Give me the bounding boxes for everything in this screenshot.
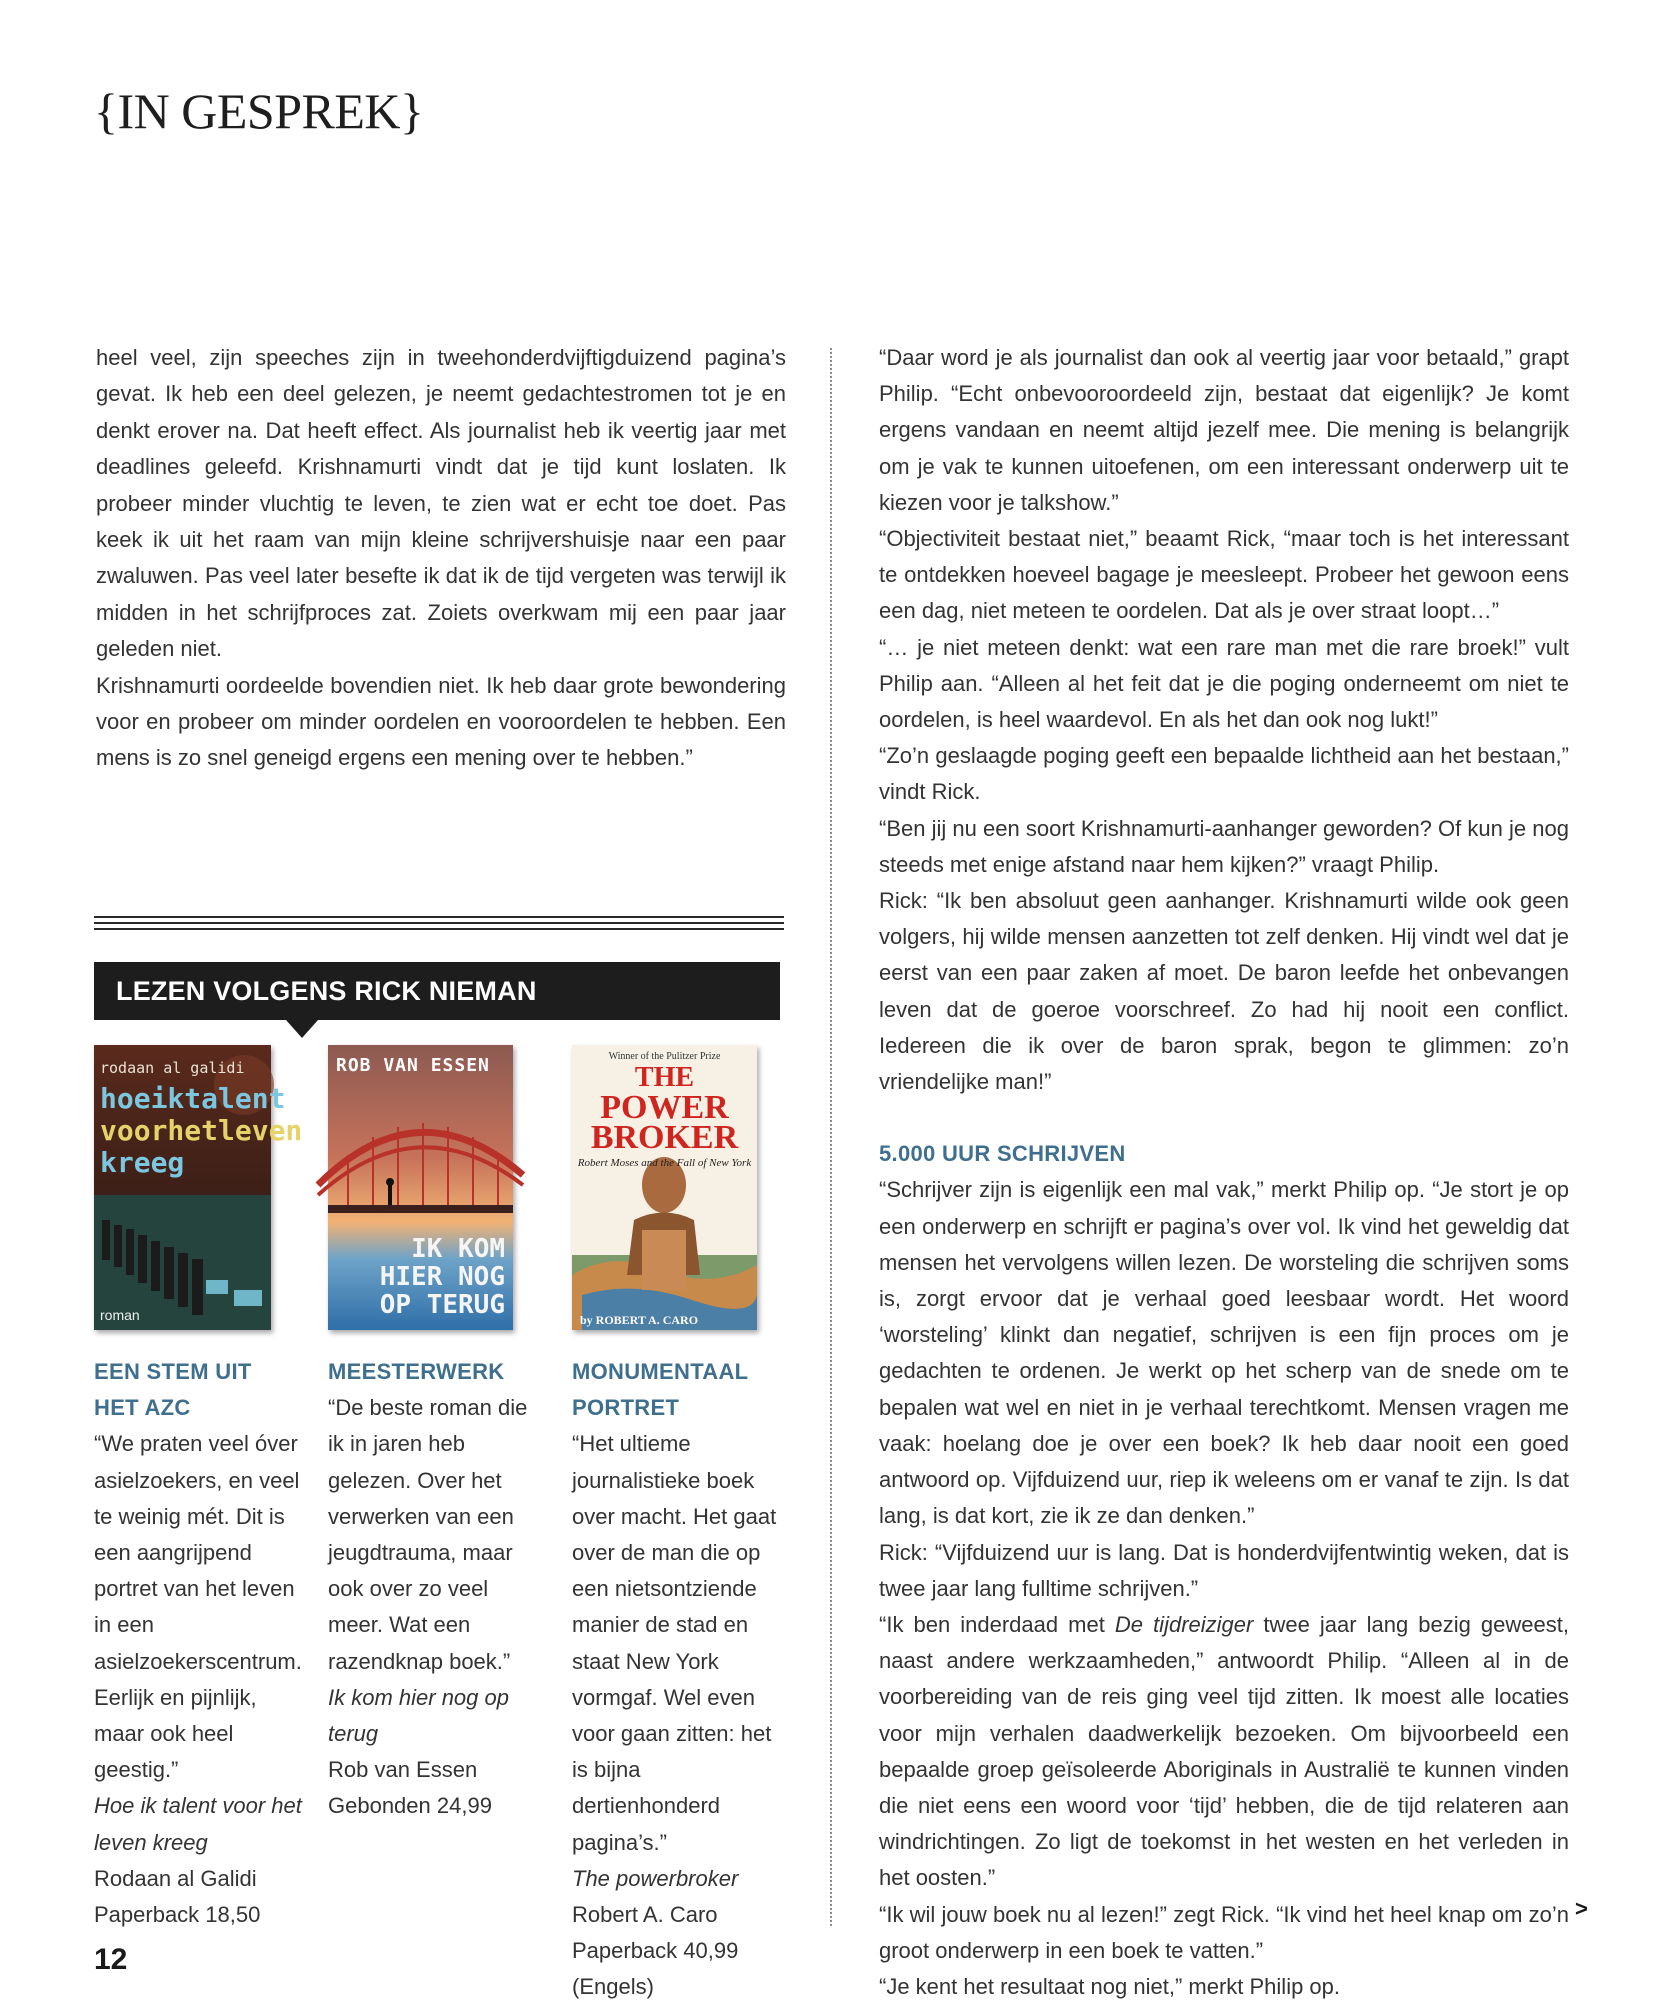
book-cover-3 bbox=[572, 1045, 757, 1330]
cover-title-line: HIER NOG bbox=[379, 1262, 505, 1292]
cover-title-line: voorhetleven bbox=[100, 1114, 303, 1147]
paragraph: Rick: “Ik ben absoluut geen aanhanger. Krishnamurti wilde ook geen volgers, hij wilde mensen aanzetten tot zelf denken. Hij vindt wel dat je eerst van een paar zaken af moet. De baron leefde het onbevangen leven dat de goeroe voorschreef. Zo had hij nooit een conflict. Iedereen die ik over de baron sprak, begon te glimmen: zo’n vriendelijke man!” bbox=[879, 888, 1569, 1095]
left-column-text bbox=[96, 340, 786, 777]
paragraph: “… je niet meteen denkt: wat een rare man met die rare broek!” vult Philip aan. “Alleen al het feit dat je die poging onderneemt om niet te oordelen, is heel waardevol. En als het dan ook nog lukt!” bbox=[879, 634, 1569, 733]
next-page-arrow-icon: > bbox=[1575, 1896, 1588, 1921]
book-review: “Het ultieme journalistieke boek over macht. Het gaat over de man die op een nietsontziende manier de stad en staat New York vormgaf. Wel even voor gaan zitten: het is bijna dertienhonderd pagina’s.” bbox=[572, 1431, 777, 1855]
book-title: The powerbroker bbox=[572, 1865, 739, 1891]
paragraph: Krishnamurti oordeelde bovendien niet. Ik heb daar grote bewondering voor en probeer om minder oordelen en vooroordelen te hebben. Een mens is zo snel geneigd ergens een mening over te hebben.” bbox=[96, 672, 786, 771]
cover-title-line: IK KOM bbox=[411, 1234, 505, 1264]
paragraph: “Schrijver zijn is eigenlijk een mal vak,” merkt Philip op. “Je stort je op een onderwerp en schrijft er pagina’s over vol. Ik vind het geweldig dat mensen het vervolgens willen lezen. De worsteling die schrijven soms is, zorgt ervoor dat je verhaal goed leesbaar wordt. Het woord ‘worsteling’ klinkt dan negatief, schrijven is een fijn proces om je gedachten te ordenen. Je werkt op het scherp van de snede om te bepalen wat wel en niet in je verhaal terechtkomt. Mensen vragen me vaak: hoelang doe je over een boek? Ik heb daar nooit een goed antwoord op. Vijfduizend uur, riep ik weleens om er vanaf te zijn. Is dat lang, is dat kort, zie ik ze dan denken.” bbox=[879, 1177, 1569, 1529]
book-title: Hoe ik talent voor het leven kreeg bbox=[94, 1793, 302, 1855]
paragraph: Rick: “Vijfduizend uur is lang. Dat is honderdvijfentwintig weken, dat is twee jaar lang fulltime schrijven.” bbox=[879, 1539, 1569, 1601]
book-title-inline: De tijdreiziger bbox=[1114, 1611, 1254, 1637]
book-edition: Paperback 40,99 bbox=[572, 1938, 739, 1964]
paragraph: “Je kent het resultaat nog niet,” merkt Philip op. bbox=[879, 1973, 1341, 1999]
right-column-text bbox=[879, 340, 1569, 2005]
cover-author: ROB VAN ESSEN bbox=[336, 1055, 490, 1076]
book-author: Rob van Essen bbox=[328, 1757, 478, 1783]
book-cover-1 bbox=[94, 1045, 303, 1330]
book-heading: EEN STEM UIT bbox=[94, 1359, 252, 1384]
book-author: Robert A. Caro bbox=[572, 1902, 718, 1928]
book-entry-3 bbox=[572, 1354, 787, 2006]
book-cover-2 bbox=[328, 1045, 513, 1330]
cover-title-line: BROKER bbox=[590, 1119, 739, 1156]
subheading: 5.000 UUR SCHRIJVEN bbox=[879, 1141, 1126, 1167]
cover-subtitle: Robert Moses and the Fall of New York bbox=[577, 1157, 752, 1169]
paragraph: heel veel, zijn speeches zijn in tweehonderdvijftigduizend pagina’s gevat. Ik heb een deel gelezen, je neemt gedachtestromen tot je en denkt erover na. Dat heeft effect. Als journalist heb ik veertig jaar met deadlines geleefd. Krishnamurti vindt dat je tijd kunt loslaten. Ik probeer minder vluchtig te leven, te zien wat er echt toe doet. Pas keek ik uit het raam van mijn kleine schrijvershuisje naar een paar zwaluwen. Pas veel later besefte ik dat ik de tijd vergeten was terwijl ik midden in het schrijfproces zat. Zoiets overkwam mij een paar jaar geleden niet. bbox=[96, 345, 786, 662]
book-author: Rodaan al Galidi bbox=[94, 1865, 257, 1891]
cover-title-line: kreeg bbox=[100, 1146, 185, 1179]
book-heading: MONUMENTAAL bbox=[572, 1359, 749, 1384]
section-label: {IN GESPREK} bbox=[94, 83, 424, 139]
book-note: (Engels) bbox=[572, 1974, 654, 2000]
book-review: “We praten veel óver asielzoekers, en veel te weinig mét. Dit is een aangrijpend portret van het leven in een asielzoekerscentrum. Eerlijk en pijnlijk, maar ook heel geestig.” bbox=[94, 1431, 302, 1783]
cover-prize: Winner of the Pulitzer Prize bbox=[608, 1051, 721, 1062]
book-heading: MEESTERWERK bbox=[328, 1359, 505, 1384]
cover-title-line: POWER bbox=[600, 1089, 729, 1126]
paragraph bbox=[879, 1607, 1569, 1897]
book-edition: Gebonden 24,99 bbox=[328, 1793, 492, 1819]
paragraph: “Objectiviteit bestaat niet,” beaamt Rick, “maar toch is het interessant te ontdekken hoeveel bagage je meesleept. Probeer het gewoon eens een dag, niet meteen te oordelen. Dat als je over straat loopt…” bbox=[879, 526, 1569, 624]
cover-title-line: THE bbox=[634, 1062, 695, 1093]
cover-title-line: OP TERUG bbox=[379, 1290, 505, 1320]
column-divider bbox=[830, 348, 832, 1926]
box-top-rule bbox=[94, 916, 784, 936]
page-number: 12 bbox=[94, 1943, 128, 1976]
book-entry-1 bbox=[94, 1354, 304, 1933]
paragraph: “Ben jij nu een soort Krishnamurti-aanhanger geworden? Of kun je nog steeds met enige afstand naar hem kijken?” vraagt Philip. bbox=[879, 815, 1569, 877]
paragraph: “Ik wil jouw boek nu al lezen!” zegt Rick. “Ik vind het heel knap om zo’n groot onderwerp in een boek te vatten.” bbox=[879, 1901, 1569, 1963]
text-run: twee jaar lang bezig geweest, naast andere werkzaamheden,” antwoordt Philip. “Alleen al in de voorbereiding van de reis ging veel tijd zitten. Ik moest alle locaties voor mijn verhalen daadwerkelijk bezoeken. Om bijvoorbeeld een bepaalde groep geïsoleerde Aboriginals in Australië te kunnen vinden die niet eens een woord voor ‘tijd’ hebben, die de tijd relateren aan windrichtingen. Zo ligt de toekomst in het westen en het verleden in het oosten.” bbox=[879, 1611, 1569, 1891]
cover-author: rodaan al galidi bbox=[100, 1059, 245, 1077]
cover-imprint: roman bbox=[100, 1307, 140, 1323]
banner-pointer bbox=[286, 1020, 318, 1038]
book-heading: PORTRET bbox=[572, 1395, 680, 1421]
paragraph: “Daar word je als journalist dan ook al veertig jaar voor betaald,” grapt Philip. “Echt onbevooroordeeld zijn, bestaat dat eigenlijk? Je komt ergens vandaan en neemt altijd jezelf mee. Die mening is belangrijk om je vak te kunnen uitoefenen, om een interessant onderwerp uit te kiezen voor je talkshow.” bbox=[879, 345, 1569, 515]
text-run: “Ik ben inderdaad met bbox=[879, 1611, 1115, 1637]
book-entry-2 bbox=[328, 1354, 533, 1825]
book-title: Ik kom hier nog op terug bbox=[328, 1684, 509, 1747]
paragraph: “Zo’n geslaagde poging geeft een bepaalde lichtheid aan het bestaan,” vindt Rick. bbox=[879, 743, 1569, 805]
book-heading: HET AZC bbox=[94, 1395, 191, 1421]
reading-box-banner: LEZEN VOLGENS RICK NIEMAN bbox=[94, 962, 780, 1020]
book-edition: Paperback 18,50 bbox=[94, 1902, 261, 1928]
book-review: “De beste roman die ik in jaren heb gelezen. Over het verwerken van een jeugdtrauma, maar ook over zo veel meer. Wat een razendknap boek.” bbox=[328, 1395, 528, 1674]
cover-title-line: hoeiktalent bbox=[100, 1082, 286, 1115]
cover-author: by ROBERT A. CARO bbox=[580, 1313, 699, 1327]
